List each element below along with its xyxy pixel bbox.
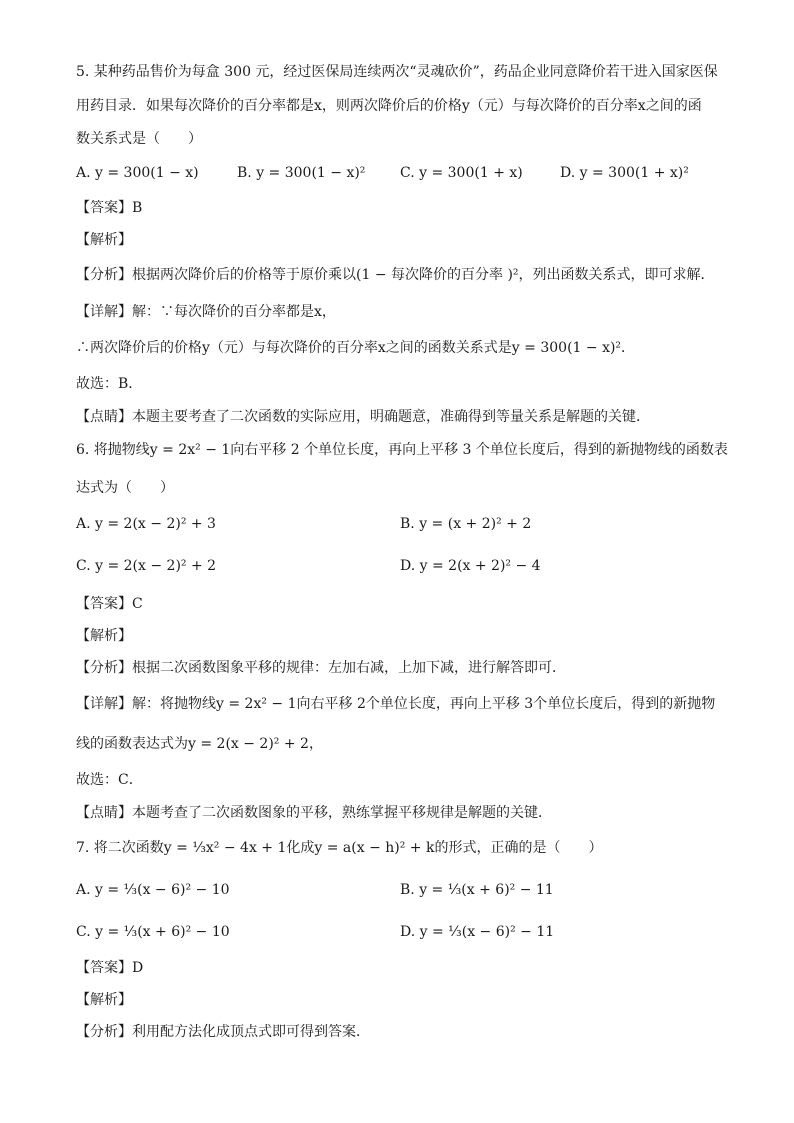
q5-detail-2: ∴两次降价后的价格y（元）与每次降价的百分率x之间的函数关系式是y = 300(1 − x)²． [76, 340, 636, 356]
q5-stem-line-3: 数关系式是（ ） [76, 131, 202, 147]
q5-option-a: A. y = 300(1 − x) [76, 165, 199, 181]
q6-analysis-fenxi: 【分析】根据二次函数图象平移的规律：左加右减，上加下减，进行解答即可． [76, 660, 566, 676]
q5-stem-line-1: 5. 某种药品售价为每盒 300 元，经过医保局连续两次“灵魂砍价”，药品企业同意降价若干进入国家医保 [76, 64, 718, 80]
q6-detail-2: 线的函数表达式为y = 2(x − 2)² + 2， [76, 736, 323, 752]
q5-choose: 故选：B． [76, 376, 143, 392]
q6-stem-line-1: 6. 将抛物线y = 2x² − 1向右平移 2 个单位长度，再向上平移 3 个单位长度后，得到的新抛物线的函数表 [76, 442, 728, 458]
q5-stem-line-2: 用药目录．如果每次降价的百分率都是x，则两次降价后的价格y（元）与每次降价的百分率x之间的函 [76, 98, 702, 114]
q6-option-b: B. y = (x + 2)² + 2 [400, 516, 532, 532]
q5-comment: 【点睛】本题主要考查了二次函数的实际应用，明确题意，准确得到等量关系是解题的关键． [76, 409, 650, 425]
q7-option-d: D. y = ⅓(x − 6)² − 11 [400, 924, 555, 940]
q5-analysis-title: 【解析】 [76, 232, 132, 248]
q5-analysis-fenxi: 【分析】根据两次降价后的价格等于原价乘以(1 − 每次降价的百分率 )²，列出函数关系式，即可求解． [76, 267, 715, 283]
q7-analysis-title: 【解析】 [76, 992, 132, 1008]
q7-option-a: A. y = ⅓(x − 6)² − 10 [76, 882, 230, 898]
q7-stem-line-1: 7. 将二次函数y = ⅓x² − 4x + 1化成y = a(x − h)² + k的形式，正确的是（ ） [76, 840, 603, 856]
q7-analysis-fenxi: 【分析】利用配方法化成顶点式即可得到答案． [76, 1024, 370, 1040]
q6-stem-line-2: 达式为（ ） [76, 480, 174, 496]
q5-option-b: B. y = 300(1 − x)² [237, 165, 366, 181]
q6-analysis-title: 【解析】 [76, 628, 132, 644]
q5-option-d: D. y = 300(1 + x)² [560, 165, 689, 181]
q6-choose: 故选：C． [76, 772, 143, 788]
q5-option-c: C. y = 300(1 + x) [400, 165, 523, 181]
q7-option-b: B. y = ⅓(x + 6)² − 11 [400, 882, 554, 898]
q6-option-a: A. y = 2(x − 2)² + 3 [76, 516, 216, 532]
q6-detail-1: 【详解】解：将抛物线y = 2x² − 1向右平移 2个单位长度，再向上平移 3个单位长度后，得到的新抛物 [76, 696, 716, 712]
q6-answer: 【答案】C [76, 596, 143, 612]
q5-answer: 【答案】B [76, 200, 143, 216]
q6-option-d: D. y = 2(x + 2)² − 4 [400, 558, 541, 574]
q6-option-c: C. y = 2(x − 2)² + 2 [76, 558, 217, 574]
q5-detail-1: 【详解】解：∵每次降价的百分率都是x， [76, 304, 336, 320]
q6-comment: 【点睛】本题考查了二次函数图象的平移，熟练掌握平移规律是解题的关键． [76, 805, 552, 821]
q7-answer: 【答案】D [76, 960, 144, 976]
q7-option-c: C. y = ⅓(x + 6)² − 10 [76, 924, 230, 940]
